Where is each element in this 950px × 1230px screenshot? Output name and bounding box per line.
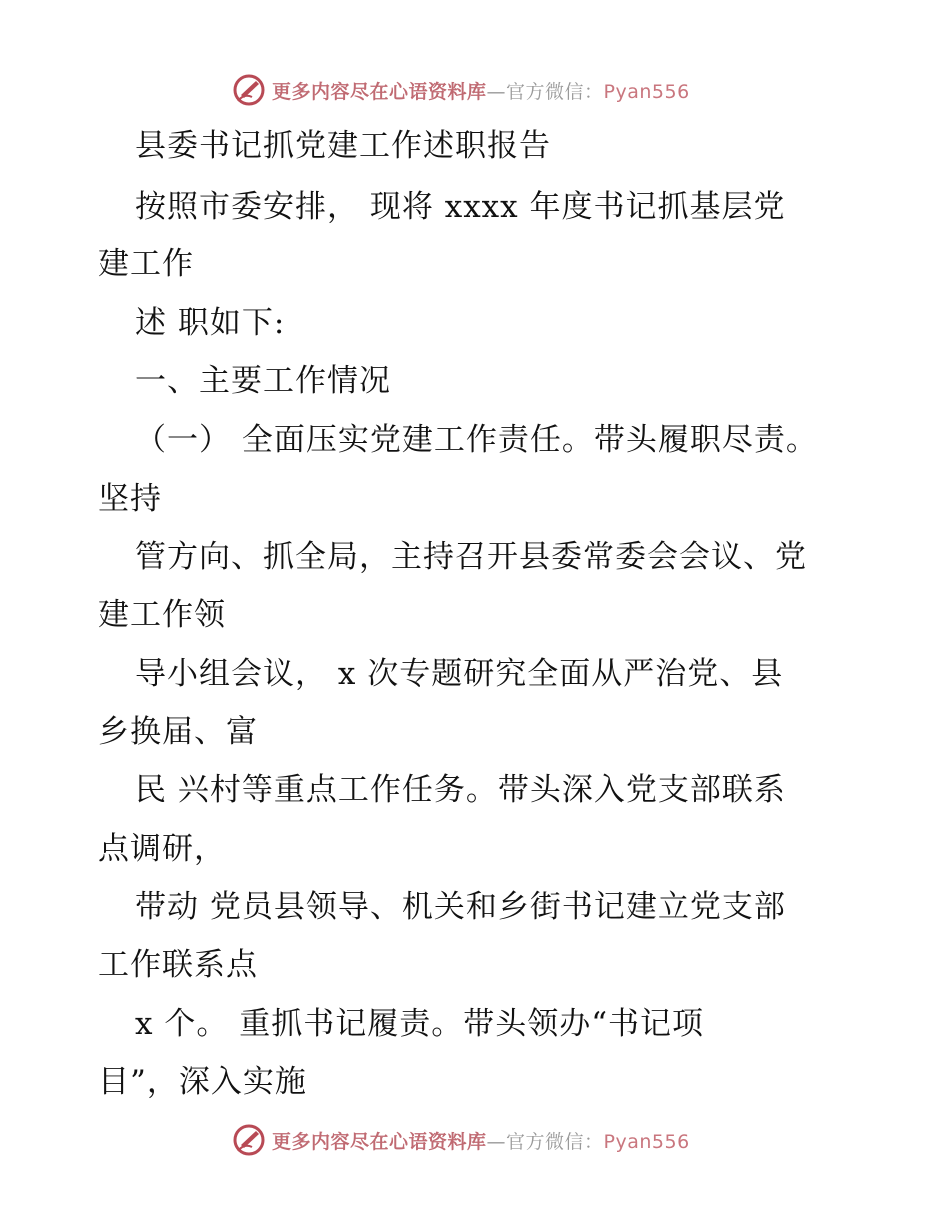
text-line: 按照市委安排， 现将 xxxx 年度书记抓基层党 — [135, 189, 786, 225]
text-line: 乡换届、富 — [98, 714, 258, 750]
banner-dash: — — [486, 1130, 507, 1153]
subsection-heading: （一） 全面压实党建工作责任。带头履职尽责。 — [135, 422, 818, 458]
header-banner — [232, 70, 690, 110]
banner-wechat-id: Pyan556 — [603, 80, 690, 103]
text-line: 带动 党员县领导、机关和乡街书记建立党支部 — [135, 889, 786, 925]
text-line: 目”，深入实施 — [98, 1064, 307, 1100]
text-line: 点调研， — [98, 831, 226, 867]
text-line: 导小组会议， x 次专题研究全面从严治党、县 — [135, 656, 784, 692]
banner-dash: — — [486, 80, 507, 103]
text-line: 管方向、抓全局，主持召开县委常委会会议、党 — [135, 539, 807, 575]
text-line: 述 职如下: — [135, 305, 286, 341]
banner-sub-text: 官方微信： — [506, 1130, 604, 1153]
text-line: 建工作领 — [98, 597, 226, 633]
logo-icon — [232, 1123, 266, 1157]
text-line: 工作联系点 — [98, 947, 258, 983]
logo-icon — [232, 73, 266, 107]
banner-main-text: 更多内容尽在心语资料库 — [272, 1130, 487, 1153]
section-heading: 一、主要工作情况 — [135, 363, 391, 399]
banner-sub-text: 官方微信： — [506, 80, 604, 103]
text-line: 建工作 — [98, 246, 194, 282]
banner-wechat-id: Pyan556 — [603, 1130, 690, 1153]
banner-main-text: 更多内容尽在心语资料库 — [272, 80, 487, 103]
document-title: 县委书记抓党建工作述职报告 — [135, 128, 551, 164]
text-line: 民 兴村等重点工作任务。带头深入党支部联系 — [135, 772, 786, 808]
text-line: x 个。 重抓书记履责。带头领办“书记项 — [135, 1006, 705, 1042]
footer-banner — [232, 1120, 690, 1160]
text-line: 坚持 — [98, 481, 162, 517]
